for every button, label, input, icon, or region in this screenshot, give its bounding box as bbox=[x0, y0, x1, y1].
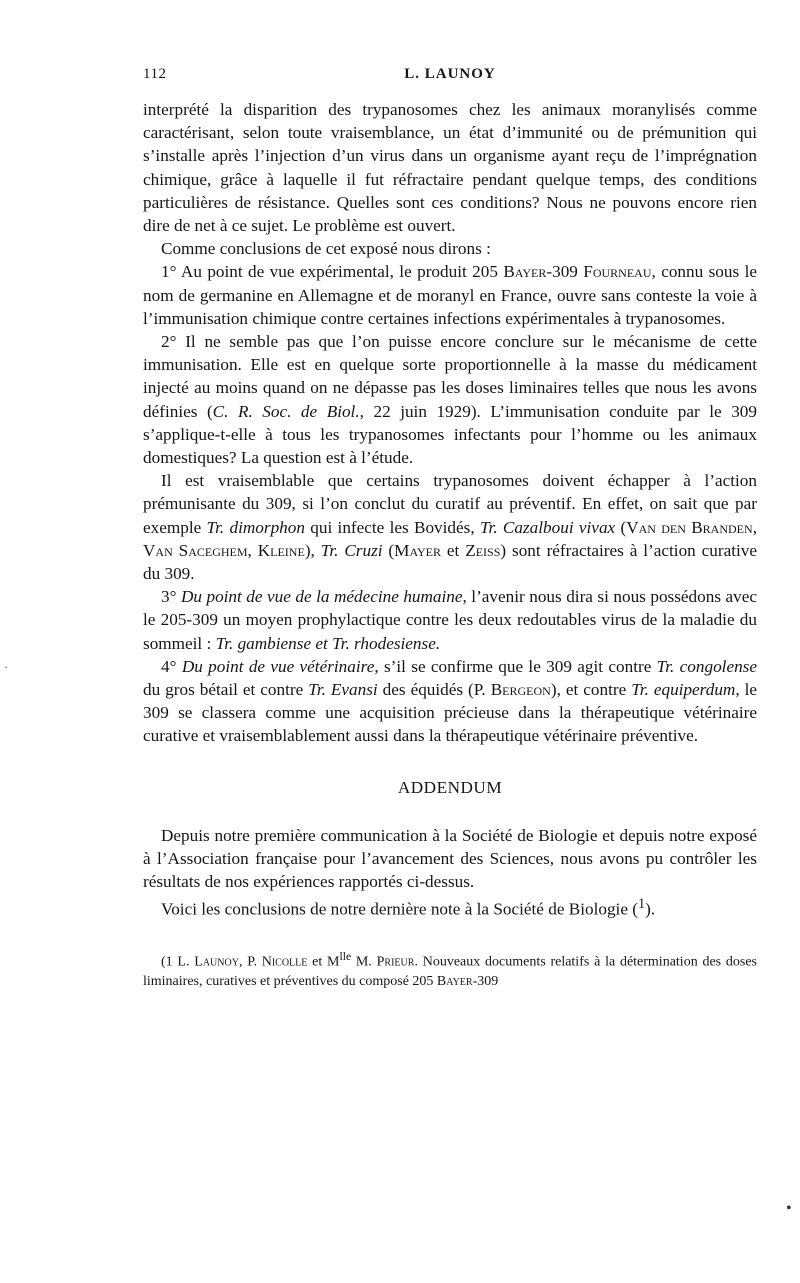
text-run: et bbox=[441, 540, 466, 560]
text-run: 4° bbox=[161, 656, 182, 676]
text-run: Comme conclusions de cet exposé nous dirons : bbox=[161, 239, 491, 259]
text-run: Il est vraisemblable que certains trypanosomes doivent échapper à l’action prémunisante du 309, si l’on conclut du curatif au préventif. En effet, on sait que par exemple bbox=[143, 471, 757, 537]
text-run: , s’il se confirme que le 309 agit contre bbox=[374, 656, 657, 676]
text-run: -309 bbox=[472, 973, 499, 989]
text-run: et M bbox=[307, 954, 340, 970]
text-run: ) sont réfractaires à l’action curative du 309. bbox=[143, 540, 758, 584]
text-run: ( bbox=[382, 540, 395, 560]
italic-run: C. R. Soc. de Biol. bbox=[212, 401, 360, 421]
paragraph bbox=[143, 824, 757, 894]
small-caps-name: Zeiss bbox=[465, 540, 501, 560]
italic-run: Tr. Cazalboui vivax bbox=[479, 517, 616, 537]
text-run: (1 L. bbox=[161, 954, 195, 970]
text-run: ), et contre bbox=[550, 680, 632, 700]
italic-run: Du point de vue de la médecine humaine bbox=[180, 587, 463, 607]
text-run: ). bbox=[645, 900, 656, 920]
paragraph bbox=[143, 330, 757, 469]
paragraph bbox=[143, 893, 757, 921]
page-number: 112 bbox=[143, 66, 167, 82]
small-caps-name: Van den Branden bbox=[626, 517, 753, 537]
italic-run: Tr. gambiense et Tr. rhodesiense. bbox=[215, 633, 441, 653]
text-run: 3° bbox=[161, 587, 181, 607]
italic-run: Tr. equiperdum bbox=[631, 680, 736, 700]
text-run: , 22 juin 1929). L’immunisation conduite par le 309 s’applique-t-elle à tous les trypanosomes infectants pour l’homme ou les animaux domestiques? La question est à l’étude. bbox=[143, 401, 757, 468]
text-run: , le 309 se classera comme une acquisition précieuse dans la thérapeutique vétérinaire curative et vraisemblablement aussi dans la thérapeutique vétérinaire préventive. bbox=[143, 680, 758, 746]
text-run: . Nouveaux documents relatifs à la détermination des doses liminaires, curatives et préventives du composé 205 bbox=[143, 954, 758, 989]
text-run: qui infecte les Bovidés, bbox=[304, 517, 480, 537]
text-run: 1° Au point de vue expérimental, le produit 205 bbox=[161, 262, 504, 282]
text-run: ( bbox=[615, 517, 627, 537]
paragraph bbox=[143, 585, 757, 655]
margin-dot-left: · bbox=[4, 660, 8, 674]
small-caps-name: Nicolle bbox=[261, 954, 308, 970]
text-run: Voici les conclusions de notre dernière note à la Société de Biologie ( bbox=[161, 900, 638, 920]
small-caps-name: Bayer bbox=[436, 973, 473, 989]
superscript: lle bbox=[339, 950, 352, 964]
paragraph bbox=[143, 98, 757, 237]
text-run: , l’avenir nous dira si nous possédons avec le 205-309 un moyen prophylactique contre les deux redoutables virus de la maladie du sommeil : bbox=[143, 587, 757, 653]
text-run: Depuis notre première communication à la Société de Biologie et depuis notre exposé à l’Association française pour l’avancement des Sciences, nous avons pu contrôler les résultats de nos expériences rapportés ci-dessus. bbox=[143, 825, 757, 892]
text-run: , bbox=[247, 540, 258, 560]
italic-run: Tr. dimorphon bbox=[206, 517, 305, 537]
small-caps-name: Mayer bbox=[394, 540, 442, 560]
small-caps-name: Launoy bbox=[194, 954, 239, 970]
small-caps-name: Kleine bbox=[257, 540, 305, 560]
addendum-body bbox=[143, 824, 757, 922]
small-caps-name: Bayer bbox=[503, 262, 547, 282]
paragraph bbox=[143, 260, 757, 330]
italic-run: Tr. Cruzi bbox=[320, 540, 383, 560]
page-header bbox=[143, 66, 757, 92]
text-run: , P. bbox=[238, 954, 262, 970]
addendum-heading: ADDENDUM bbox=[397, 777, 503, 797]
small-caps-name: Van Saceghem bbox=[143, 540, 248, 560]
text-run: ), bbox=[304, 540, 321, 560]
text-run: 2° Il ne semble pas que l’on puisse encore conclure sur le mécanisme de cette immunisation. Elle est en quelque sorte proportionnelle à la masse du médicament injecté au moins quand on ne dépasse pas les doses liminaires telles que nous les avons définies ( bbox=[143, 332, 757, 421]
paragraph bbox=[143, 655, 757, 748]
book-page bbox=[143, 66, 757, 991]
footnote bbox=[143, 947, 757, 991]
italic-run: Du point de vue vétérinaire bbox=[181, 656, 375, 676]
small-caps-name: Fourneau bbox=[583, 262, 652, 282]
body-text bbox=[143, 98, 757, 748]
text-run: -309 bbox=[546, 262, 584, 282]
text-run: , connu sous le nom de germanine en Allemagne et de moranyl en France, ouvre sans conteste la voie à l’immunisation chimique contre certaines infections expérimentales à trypanosomes. bbox=[143, 262, 757, 328]
text-run: interprété la disparition des trypanosomes chez les animaux moranylisés comme caractérisant, selon toute vraisemblance, un état d’immunité ou de prémunition qui s’installe après l’injection d’un virus dans un organisme ayant reçu de l’imprégnation chimique, grâce à laquelle il fut réfractaire pendant quelque temps, des conditions particulières de résistance. Quelles sont ces conditions? Nous ne pouvons encore rien dire de net à ce sujet. Le problème est ouvert. bbox=[143, 100, 757, 236]
italic-run: Tr. congolense bbox=[656, 656, 757, 676]
margin-dot-right: • bbox=[786, 1200, 792, 1217]
text-run: des équidés (P. bbox=[377, 680, 491, 700]
paragraph bbox=[143, 469, 757, 585]
small-caps-name: Prieur bbox=[376, 954, 415, 970]
superscript: 1 bbox=[637, 896, 646, 913]
text-run: du gros bétail et contre bbox=[143, 680, 309, 700]
text-run: , bbox=[752, 517, 757, 537]
paragraph bbox=[143, 237, 757, 260]
italic-run: Tr. Evansi bbox=[308, 680, 378, 700]
small-caps-name: Bergeon bbox=[490, 680, 551, 700]
text-run: M. bbox=[351, 954, 377, 970]
running-head: L. LAUNOY bbox=[404, 66, 496, 82]
